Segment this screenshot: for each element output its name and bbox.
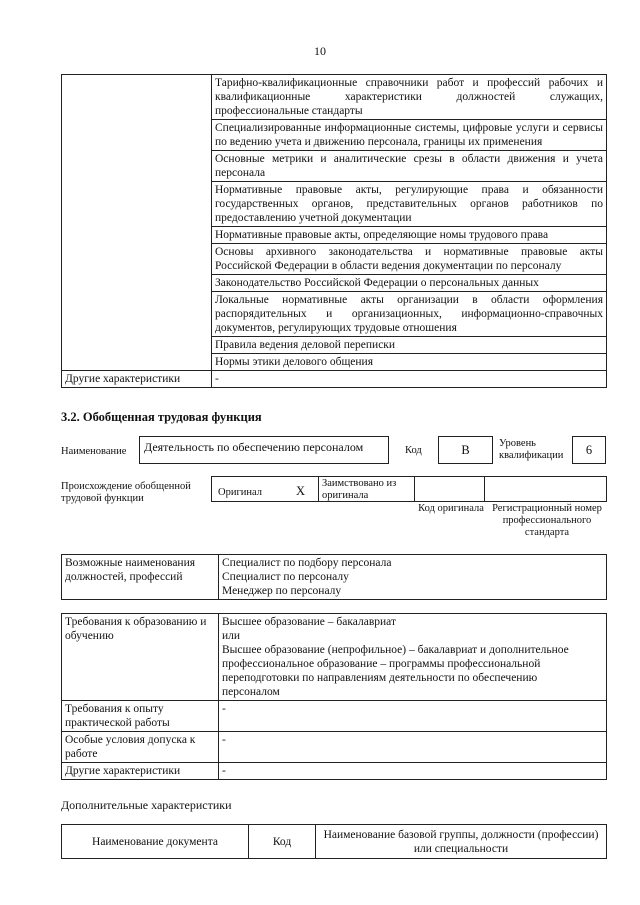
table-row	[62, 75, 607, 120]
original-label: Оригинал	[218, 487, 262, 498]
additional-table	[61, 824, 607, 859]
code-label: Код	[405, 445, 422, 456]
education-line: или	[222, 630, 241, 642]
other-characteristics-value: -	[212, 371, 607, 388]
positions-label: Возможные наименования должностей, профессий	[62, 555, 219, 600]
knowledge-table	[61, 74, 607, 388]
original-mark: X	[296, 484, 306, 498]
knowledge-item: Законодательство Российской Федерации о персональных данных	[212, 275, 607, 292]
experience-value: -	[219, 701, 607, 732]
level-value: 6	[572, 436, 606, 464]
other-characteristics-label: Другие характеристики	[62, 371, 212, 388]
table-row	[62, 825, 607, 859]
code-value: В	[438, 436, 493, 464]
position-item: Специалист по подбору персонала	[222, 557, 392, 569]
table-cell-empty	[62, 75, 212, 371]
additional-title: Дополнительные характеристики	[61, 798, 232, 812]
experience-label: Требования к опыту практической работы	[62, 701, 219, 732]
name-label: Наименование	[61, 446, 127, 457]
divider	[318, 477, 319, 501]
education-line: Высшее образование – бакалавриат	[222, 616, 396, 628]
section-title: 3.2. Обобщенная трудовая функция	[61, 410, 262, 424]
special-conditions-value: -	[219, 732, 607, 763]
knowledge-item: Основы архивного законодательства и нормативные правовые акты Российской Федерации в области ведения документации по персоналу	[212, 244, 607, 275]
divider	[414, 477, 415, 501]
positions-values	[219, 555, 607, 600]
table-row	[62, 701, 607, 732]
borrowed-label: Заимствовано из оригинала	[322, 478, 397, 501]
education-line: Высшее образование (непрофильное) – бакалавриат и дополнительное профессиональное образование – программы профессиональной переподготовки по направлениям деятельности по обеспечению персоналом	[222, 644, 569, 698]
positions-table	[61, 554, 607, 600]
knowledge-item: Нормативные правовые акты, определяющие номы трудового права	[212, 227, 607, 244]
origin-label: Происхождение обобщенной трудовой функции	[61, 481, 191, 504]
level-label: Уровень квалификации	[499, 438, 564, 461]
table-row	[62, 732, 607, 763]
page-number: 10	[314, 44, 326, 58]
reg-number-label: Регистрационный номер профессионального стандарта	[492, 503, 602, 538]
education-label: Требования к образованию и обучению	[62, 614, 219, 701]
knowledge-item: Специализированные информационные системы, цифровые услуги и сервисы по ведению учета и движению персонала, границы их применения	[212, 120, 607, 151]
other-characteristics-label: Другие характеристики	[62, 763, 219, 780]
knowledge-item: Локальные нормативные акты организации в области оформления распорядительных и организационных, информационно-справочных документов, регулирующих трудовые отношения	[212, 292, 607, 337]
col-group-name: Наименование базовой группы, должности (профессии) или специальности	[316, 825, 607, 859]
table-row	[62, 614, 607, 701]
position-item: Специалист по персоналу	[222, 571, 349, 583]
education-values	[219, 614, 607, 701]
name-value: Деятельность по обеспечению персоналом	[139, 436, 389, 464]
col-document-name: Наименование документа	[62, 825, 249, 859]
position-item: Менеджер по персоналу	[222, 585, 342, 597]
divider	[484, 477, 485, 501]
other-characteristics-value: -	[219, 763, 607, 780]
knowledge-item: Нормативные правовые акты, регулирующие права и обязанности государственных органов, представительных органов работников по предоставлению учетной документации	[212, 182, 607, 227]
table-row	[62, 371, 607, 388]
knowledge-item: Основные метрики и аналитические срезы в области движения и учета персонала	[212, 151, 607, 182]
knowledge-item: Нормы этики делового общения	[212, 354, 607, 371]
col-code: Код	[249, 825, 316, 859]
special-conditions-label: Особые условия допуска к работе	[62, 732, 219, 763]
requirements-table	[61, 613, 607, 780]
table-row	[62, 555, 607, 600]
table-row	[62, 763, 607, 780]
knowledge-item: Правила ведения деловой переписки	[212, 337, 607, 354]
knowledge-item: Тарифно-квалификационные справочники работ и профессий рабочих и квалификационные характеристики должностей служащих, профессиональные стандарты	[212, 75, 607, 120]
code-original-label: Код оригинала	[418, 503, 484, 514]
